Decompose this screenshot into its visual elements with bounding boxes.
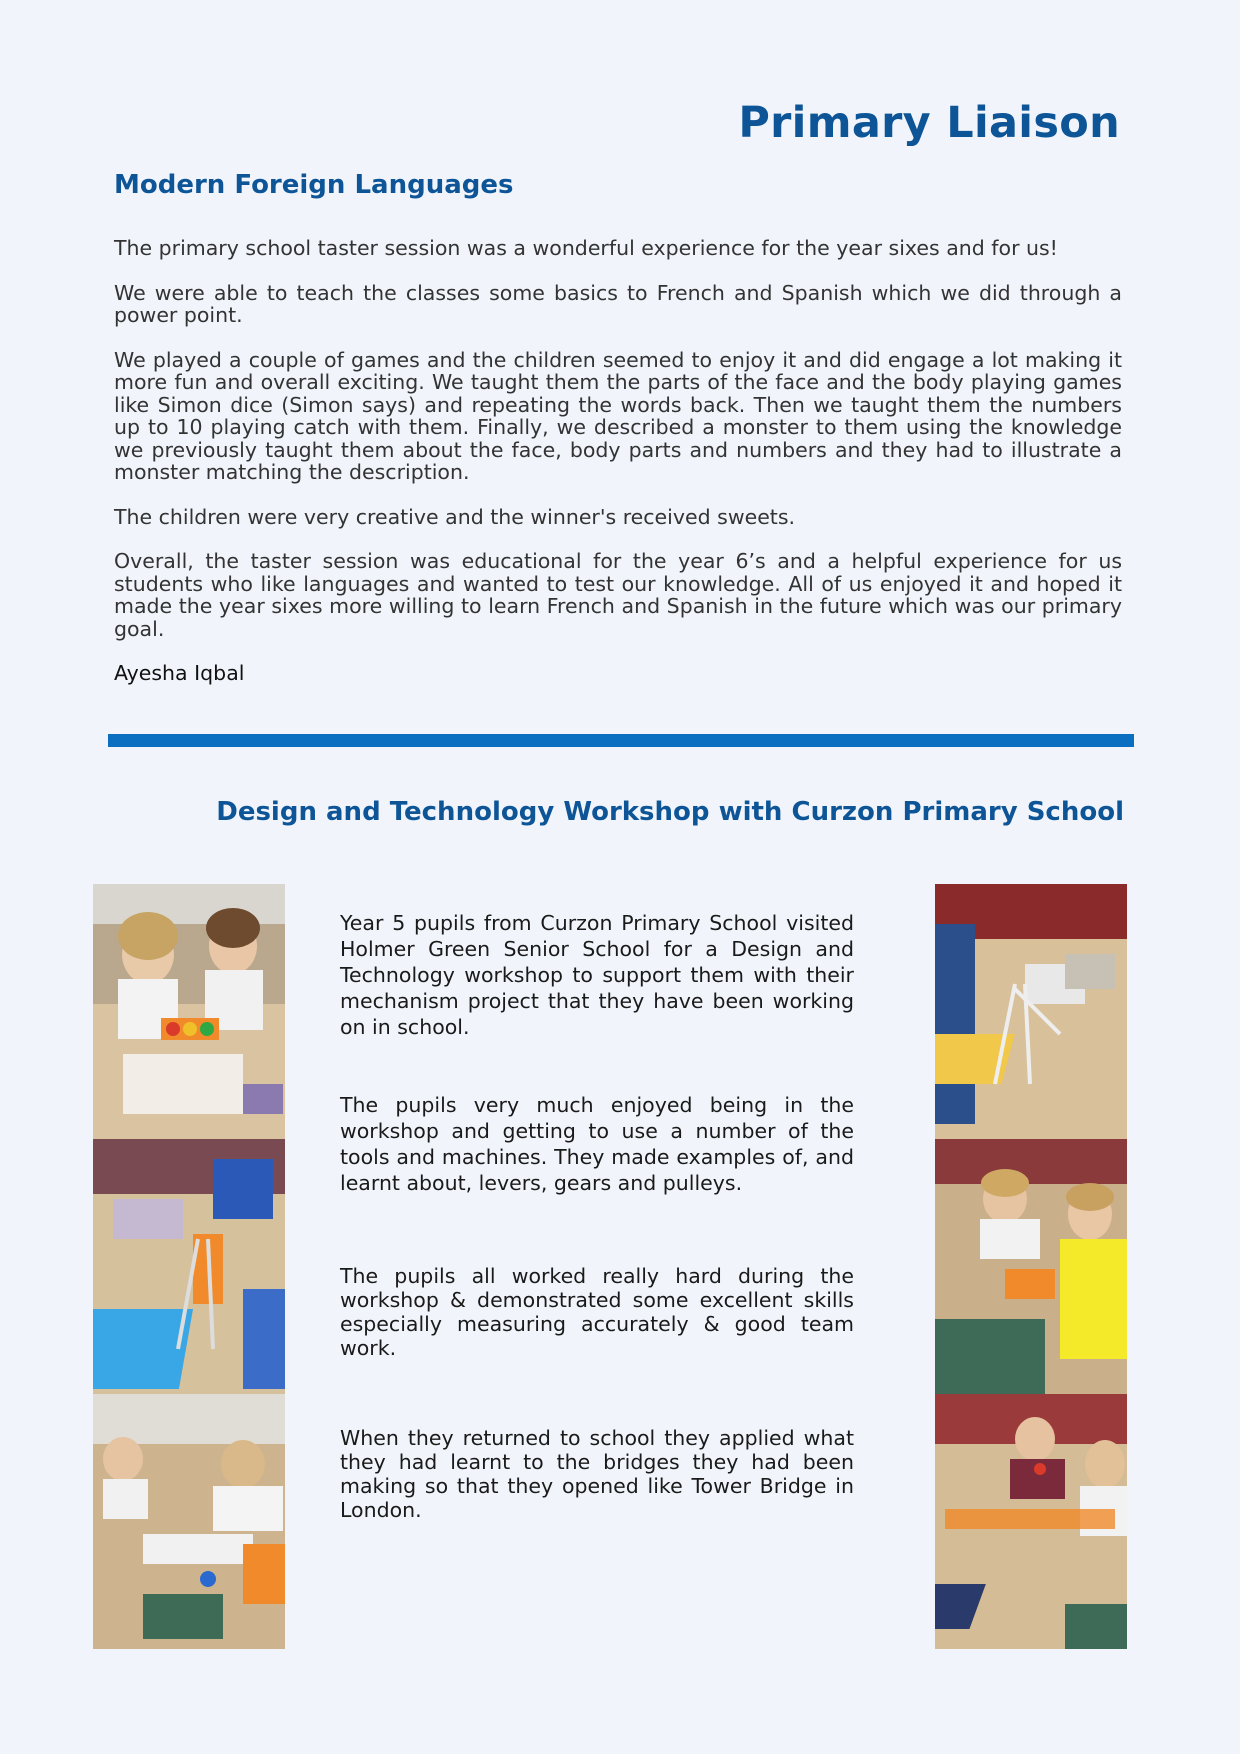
photo-pupils-table (93, 1394, 285, 1649)
photo-bridge-model (935, 884, 1127, 1139)
page-title: Primary Liaison (738, 98, 1120, 148)
photo-girls-traffic-light (93, 884, 285, 1139)
mfl-paragraph: We played a couple of games and the children seemed to enjoy it and did engage a lot making it more fun and overall exciting. We taught them the parts of the face and the body playing games like Simon dice (Simon says) and repeating the words back. Then we taught them the numbers up to 10 playing catch with them. Finally, we described a monster to them using the knowledge we previously taught them about the face, body parts and numbers and they had to illustrate a monster matching the description. (114, 347, 1122, 484)
photo-group-working (935, 1394, 1127, 1649)
right-photo-column (935, 884, 1127, 1649)
section-divider (108, 734, 1134, 747)
mfl-paragraph: The children were very creative and the winner's received sweets. (114, 504, 796, 529)
dt-article (340, 910, 854, 1522)
dt-paragraph: Year 5 pupils from Curzon Primary School visited Holmer Green Senior School for a Design and Technology workshop to support them with their mechanism project that they have been working on in school. (340, 911, 854, 1039)
mfl-article (114, 237, 1122, 707)
dt-heading: Design and Technology Workshop with Curzon Primary School (216, 797, 1124, 827)
dt-paragraph: The pupils very much enjoyed being in the workshop and getting to use a number of the tools and machines. They made examples of, and learnt about, levers, gears and pulleys. (340, 1093, 854, 1195)
photo-boy-yellow-shirt (935, 1139, 1127, 1394)
mfl-paragraph: The primary school taster session was a wonderful experience for the year sixes and for us! (114, 236, 1058, 260)
mfl-heading: Modern Foreign Languages (114, 170, 514, 200)
mfl-paragraph: Overall, the taster session was educational for the year 6’s and a helpful experience for us students who like languages and wanted to test our knowledge. All of us enjoyed it and hoped it made the year sixes more willing to learn French and Spanish in the future which was our primary goal. (114, 549, 1122, 641)
mfl-author: Ayesha Iqbal (114, 661, 245, 685)
dt-paragraph: The pupils all worked really hard during the workshop & demonstrated some excellent skills especially measuring accurately & good team work. (340, 1264, 854, 1360)
photo-lever-model (93, 1139, 285, 1394)
left-photo-column (93, 884, 285, 1649)
dt-paragraph: When they returned to school they applied what they had learnt to the bridges they had been making so that they opened like Tower Bridge in London. (340, 1426, 854, 1522)
mfl-paragraph: We were able to teach the classes some basics to French and Spanish which we did through a power point. (114, 280, 1122, 327)
